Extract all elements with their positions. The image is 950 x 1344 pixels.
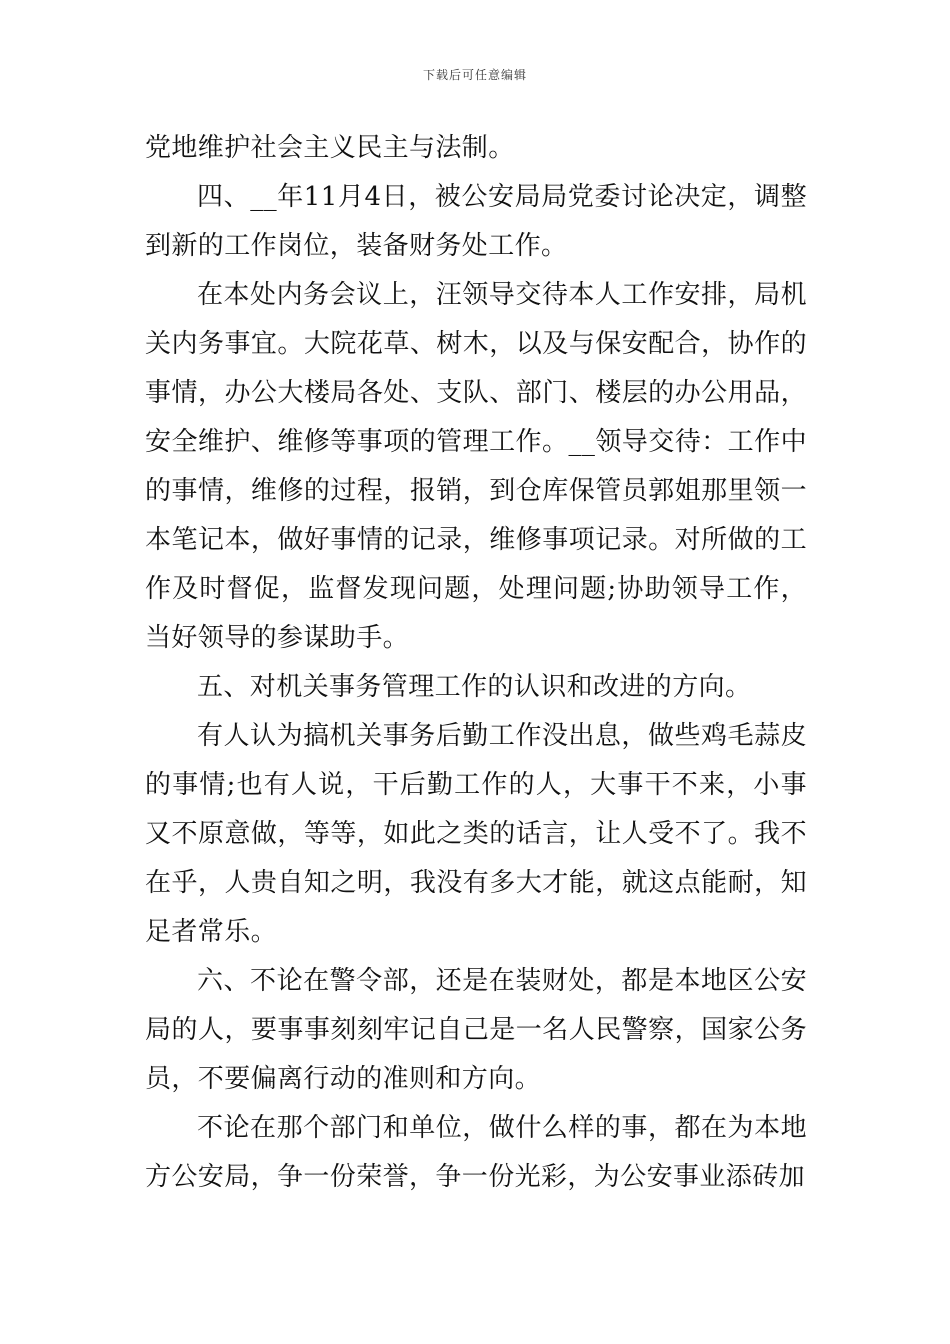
document-body	[145, 124, 807, 1202]
paragraph: 不论在那个部门和单位，做什么样的事，都在为本地方公安局，争一份荣誉，争一份光彩，为公安事业添砖加	[145, 1113, 807, 1192]
paragraph: 六、不论在警令部，还是在装财处，都是本地区公安局的人，要事事刻刻牢记自己是一名人民警察，国家公务员，不要偏离行动的准则和方向。	[145, 966, 807, 1094]
paragraph: 在本处内务会议上，汪领导交待本人工作安排，局机关内务事宜。大院花草、树木，以及与保安配合，协作的事情，办公大楼局各处、支队、部门、楼层的办公用品，安全维护、维修等事项的管理工作。__领导交待：工作中的事情，维修的过程，报销，到仓库保管员郭姐那里领一本笔记本，做好事情的记录，维修事项记录。对所做的工作及时督促，监督发现问题，处理问题;协助领导工作，当好领导的参谋助手。	[145, 280, 807, 653]
paragraph: 党地维护社会主义民主与法制。	[145, 133, 515, 163]
paragraph: 四、__年11月4日，被公安局局党委讨论决定，调整到新的工作岗位，装备财务处工作。	[145, 182, 807, 261]
paragraph: 五、对机关事务管理工作的认识和改进的方向。	[197, 672, 752, 702]
header-note: 下载后可任意编辑	[422, 68, 527, 82]
paragraph: 有人认为搞机关事务后勤工作没出息，做些鸡毛蒜皮的事情;也有人说，干后勤工作的人，大事干不来，小事又不原意做，等等，如此之类的话言，让人受不了。我不在乎，人贵自知之明，我没有多大才能，就这点能耐，知足者常乐。	[145, 721, 807, 947]
